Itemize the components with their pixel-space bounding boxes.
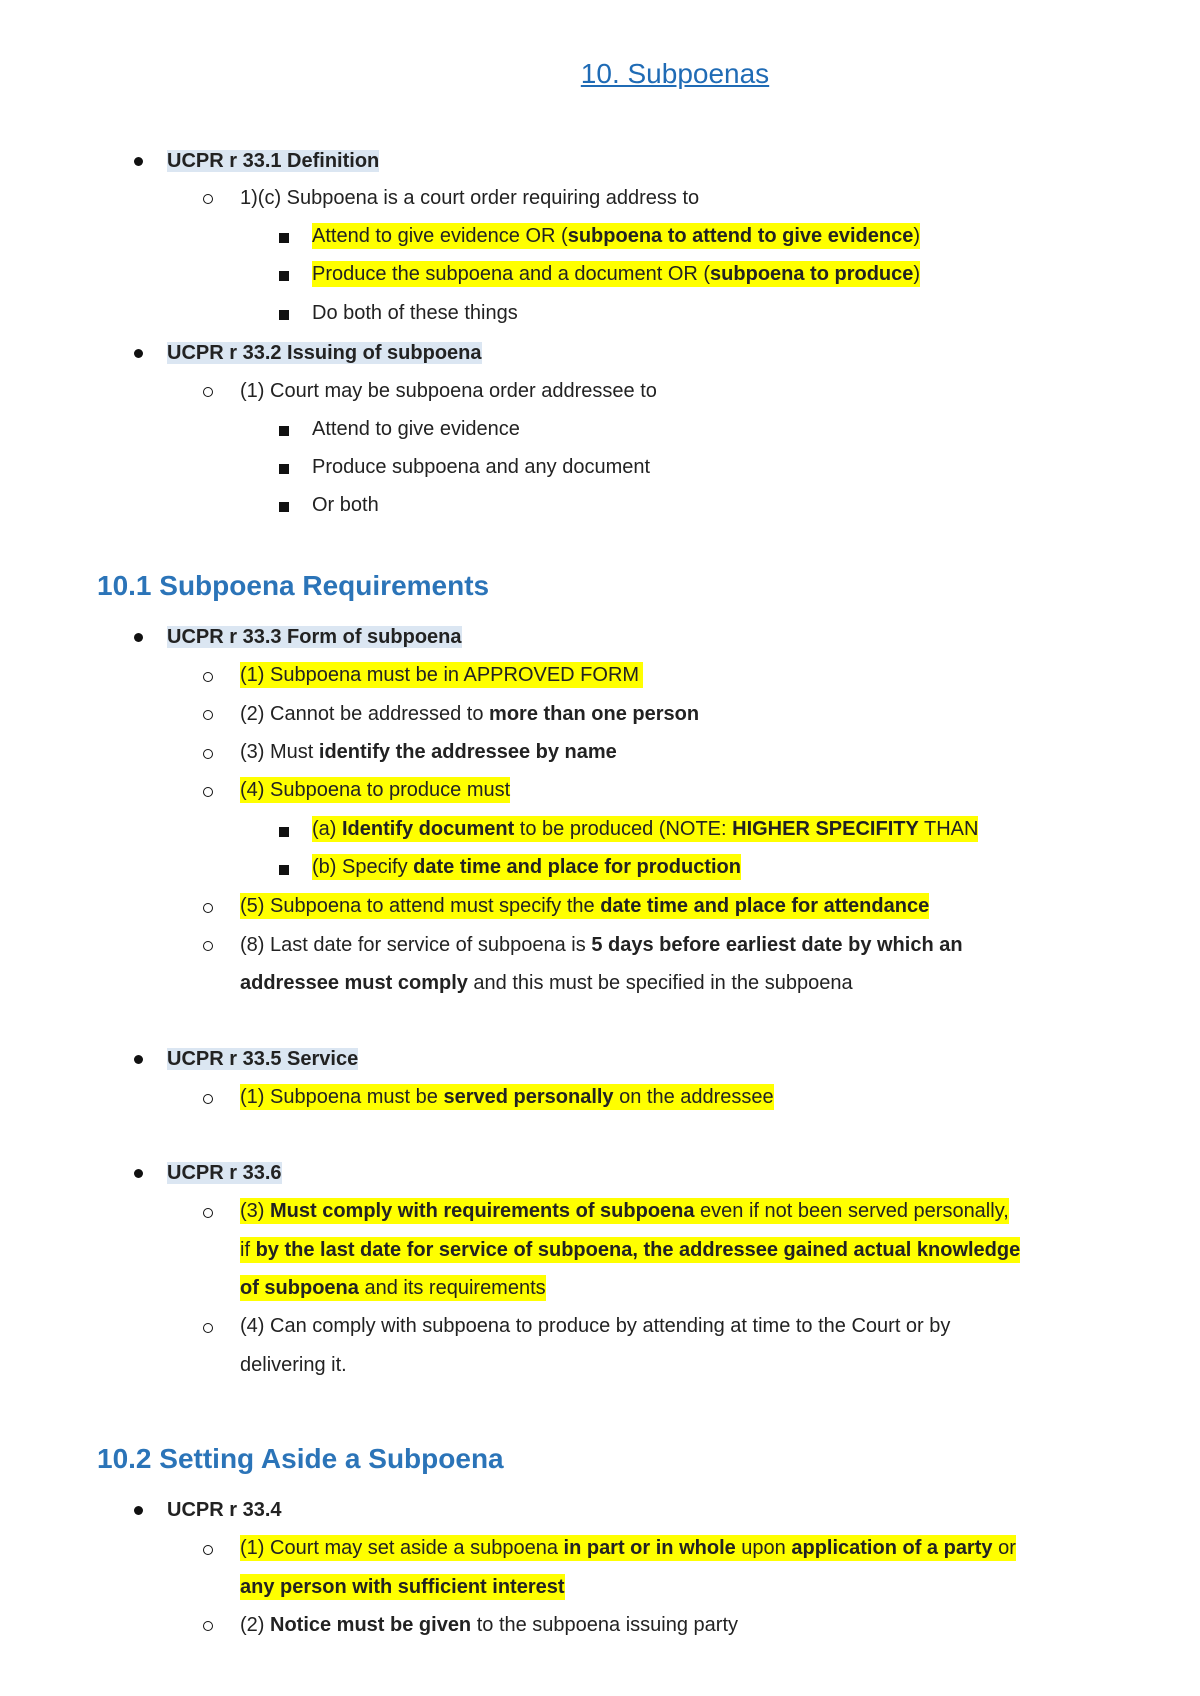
list-item: (2) Cannot be addressed to more than one person: [240, 703, 700, 725]
bullet-square-icon: [279, 502, 289, 512]
bullet-square-icon: [279, 310, 289, 320]
rule-heading-33-1: UCPR r 33.1 Definition: [167, 150, 380, 172]
bullet-circle-icon: [203, 1094, 213, 1104]
list-item: (1) Court may be subpoena order addressee to: [240, 380, 657, 402]
list-item: (1) Subpoena must be served personally on the addressee: [240, 1086, 774, 1108]
bullet-circle-icon: [203, 1208, 213, 1218]
list-item: Attend to give evidence OR (subpoena to attend to give evidence): [312, 225, 920, 247]
bullet-circle-icon: [203, 787, 213, 797]
list-item-continuation: if by the last date for service of subpoena, the addressee gained actual knowledge: [240, 1239, 1021, 1261]
bullet-dot-icon: [134, 633, 143, 642]
list-item-continuation: delivering it.: [240, 1354, 347, 1376]
list-item: Produce subpoena and any document: [312, 456, 651, 478]
list-item: Do both of these things: [312, 302, 518, 324]
list-item: Produce the subpoena and a document OR (subpoena to produce): [312, 263, 921, 285]
list-item: Or both: [312, 494, 379, 516]
bullet-circle-icon: [203, 194, 213, 204]
bullet-dot-icon: [134, 1506, 143, 1515]
bullet-square-icon: [279, 426, 289, 436]
bullet-square-icon: [279, 271, 289, 281]
bullet-square-icon: [279, 233, 289, 243]
bullet-circle-icon: [203, 710, 213, 720]
bullet-dot-icon: [134, 349, 143, 358]
list-item: (4) Can comply with subpoena to produce by attending at time to the Court or by: [240, 1315, 951, 1337]
list-item: (5) Subpoena to attend must specify the date time and place for attendance: [240, 895, 930, 917]
bullet-square-icon: [279, 464, 289, 474]
bullet-circle-icon: [203, 1323, 213, 1333]
bullet-circle-icon: [203, 387, 213, 397]
list-item: (1) Court may set aside a subpoena in part or in whole upon application of a party or: [240, 1537, 1016, 1559]
list-item: (3) Must identify the addressee by name: [240, 741, 617, 763]
bullet-square-icon: [279, 865, 289, 875]
bullet-dot-icon: [134, 1055, 143, 1064]
bullet-circle-icon: [203, 1545, 213, 1555]
section-heading-10-1: 10.1 Subpoena Requirements: [97, 570, 490, 601]
rule-heading-33-2: UCPR r 33.2 Issuing of subpoena: [167, 342, 482, 364]
list-item: (8) Last date for service of subpoena is 5 days before earliest date by which an: [240, 934, 963, 956]
bullet-circle-icon: [203, 1621, 213, 1631]
bullet-circle-icon: [203, 672, 213, 682]
list-item: 1)(c) Subpoena is a court order requiring address to: [240, 187, 700, 209]
list-item-continuation: of subpoena and its requirements: [240, 1277, 546, 1299]
list-item-continuation: any person with sufficient interest: [240, 1576, 565, 1598]
section-heading-10-2: 10.2 Setting Aside a Subpoena: [97, 1443, 504, 1474]
list-item: (3) Must comply with requirements of subpoena even if not been served personally,: [240, 1200, 1009, 1222]
bullet-circle-icon: [203, 903, 213, 913]
rule-heading-33-3: UCPR r 33.3 Form of subpoena: [167, 626, 462, 648]
bullet-square-icon: [279, 827, 289, 837]
page-title: 10. Subpoenas: [580, 58, 770, 89]
list-item: (a) Identify document to be produced (NOTE: HIGHER SPECIFITY THAN: [312, 818, 979, 840]
bullet-circle-icon: [203, 749, 213, 759]
list-item: (b) Specify date time and place for production: [312, 856, 741, 878]
rule-heading-33-5: UCPR r 33.5 Service: [167, 1048, 359, 1070]
bullet-circle-icon: [203, 941, 213, 951]
list-item: (2) Notice must be given to the subpoena issuing party: [240, 1614, 739, 1636]
bullet-dot-icon: [134, 1169, 143, 1178]
list-item: (1) Subpoena must be in APPROVED FORM: [240, 662, 643, 688]
bullet-dot-icon: [134, 157, 143, 166]
list-item: (4) Subpoena to produce must: [240, 779, 511, 801]
rule-heading-33-4: UCPR r 33.4: [167, 1499, 282, 1521]
rule-heading-33-6: UCPR r 33.6: [167, 1162, 282, 1184]
list-item-continuation: addressee must comply and this must be specified in the subpoena: [240, 972, 853, 994]
list-item: Attend to give evidence: [312, 418, 520, 440]
